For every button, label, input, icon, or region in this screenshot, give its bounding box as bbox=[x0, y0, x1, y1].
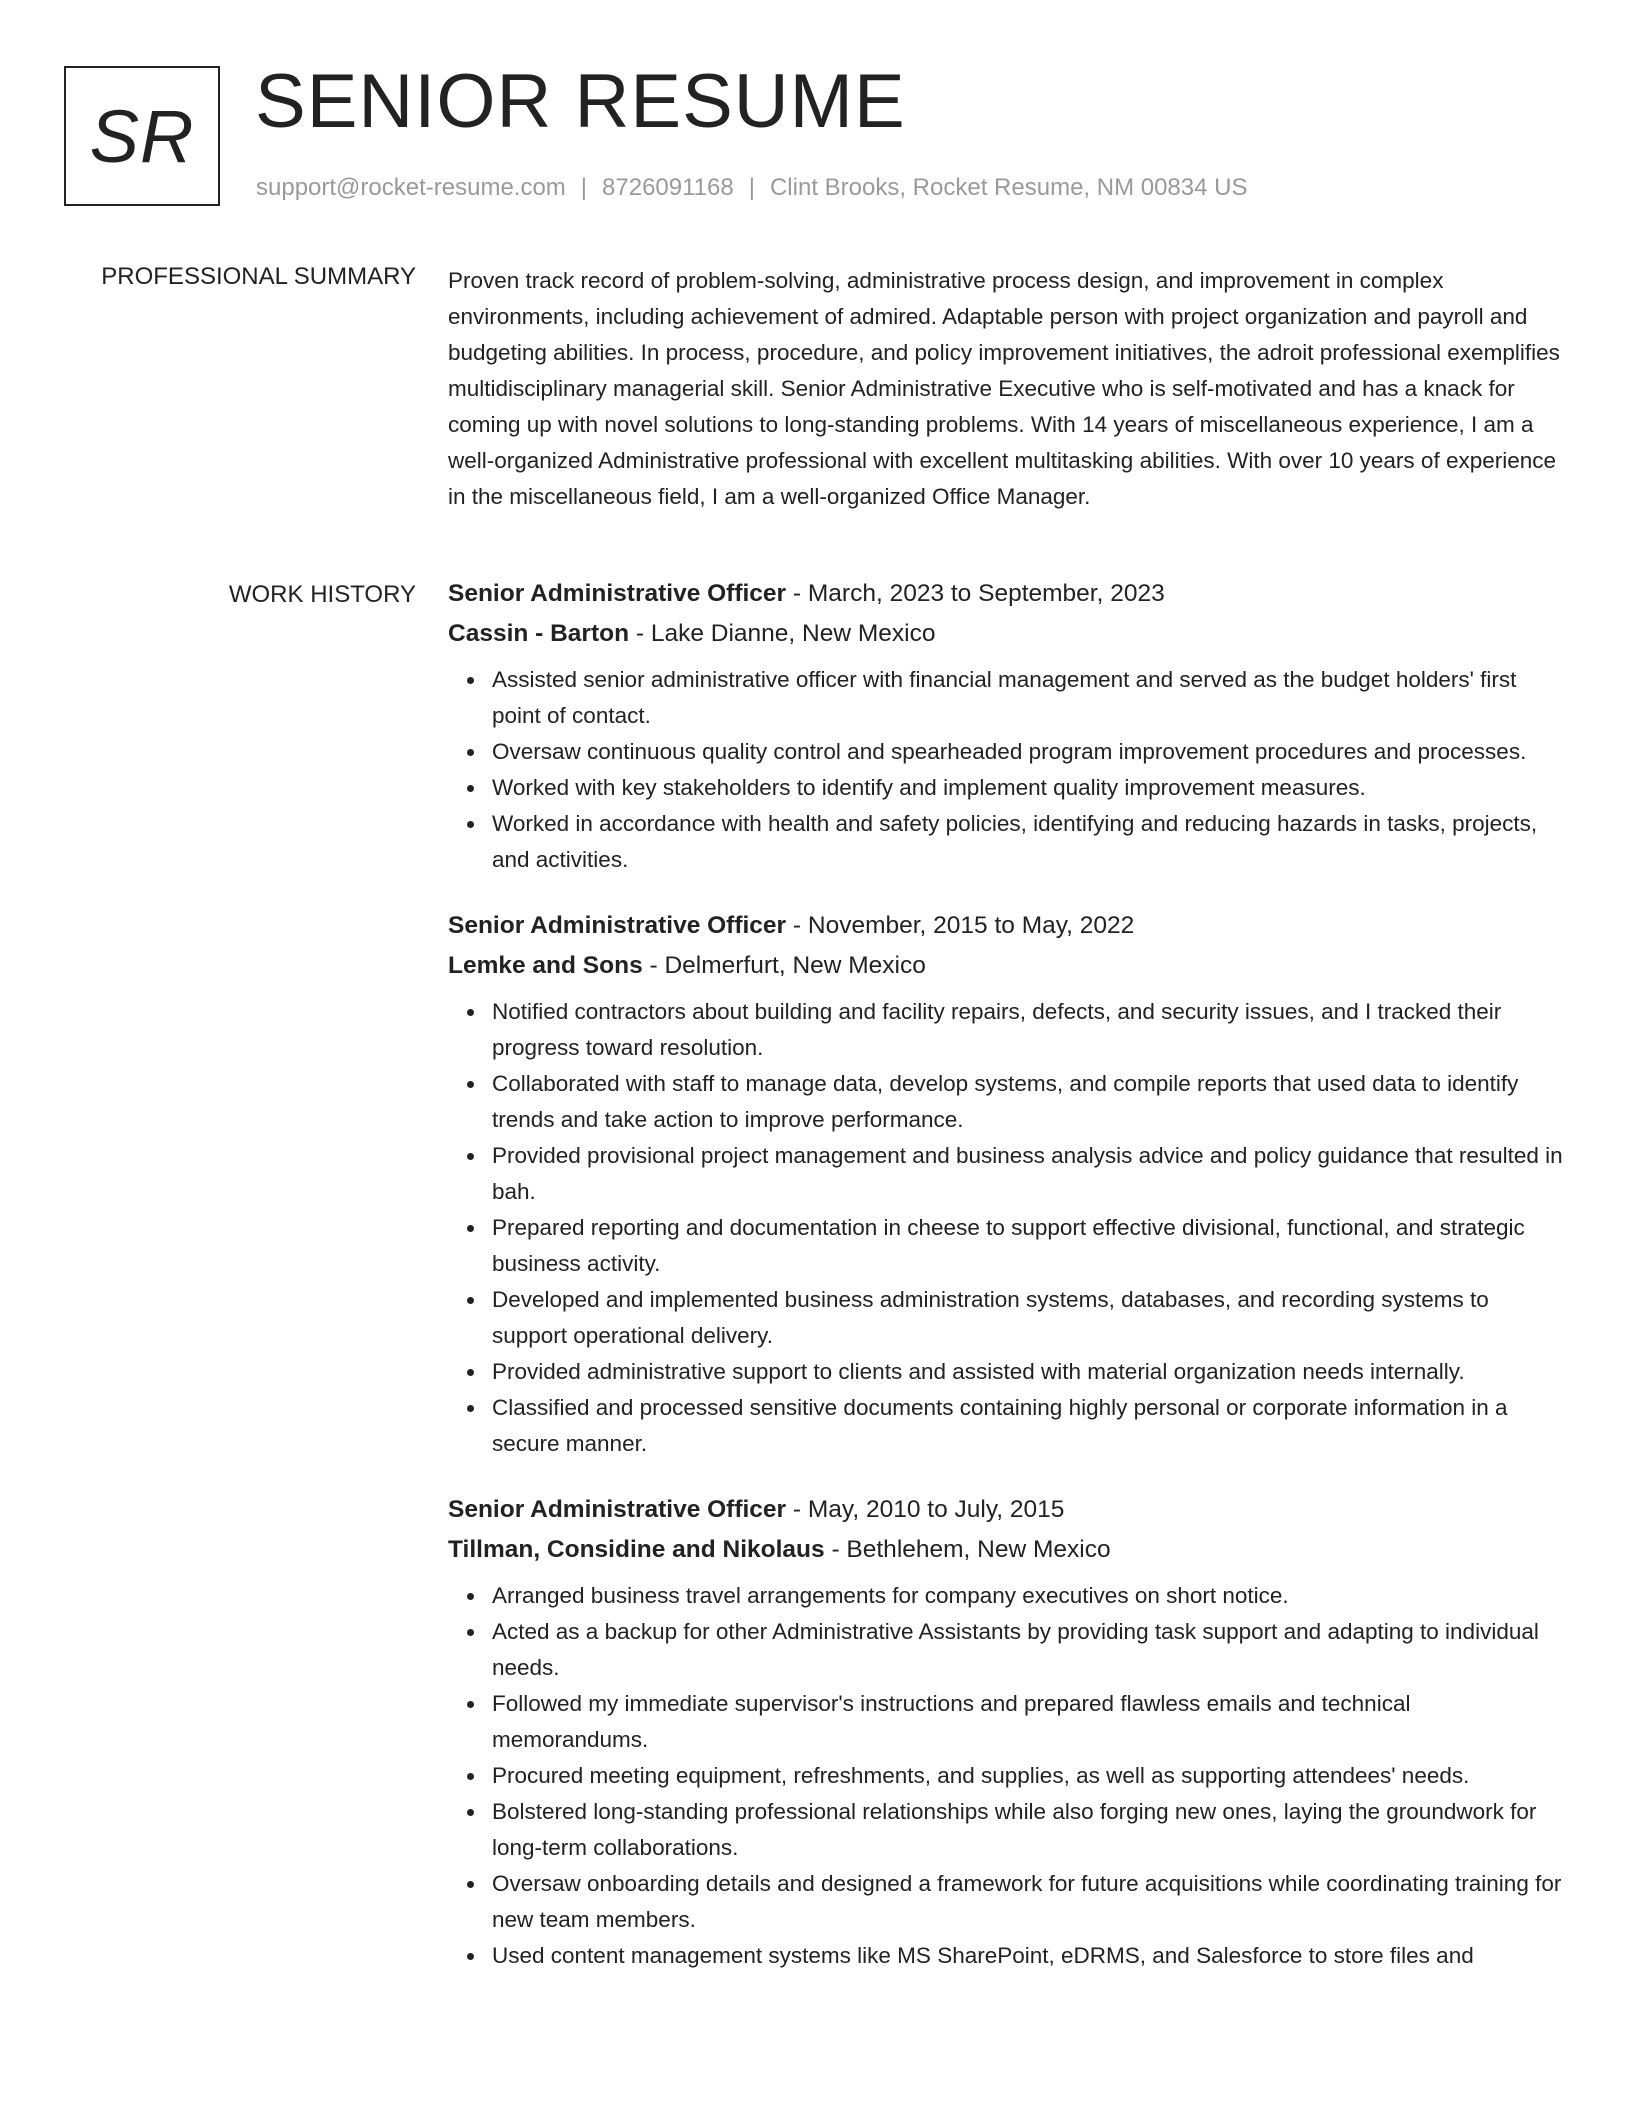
job-company: Tillman, Considine and Nikolaus bbox=[448, 1536, 825, 1563]
resume-title: SENIOR RESUME bbox=[255, 59, 906, 144]
job-company-line bbox=[448, 946, 1568, 986]
job-bullet: Arranged business travel arrangements for company executives on short notice. bbox=[492, 1578, 1568, 1614]
contact-separator: | bbox=[580, 174, 588, 201]
job-bullet: Followed my immediate supervisor's instructions and prepared flawless emails and technical memorandums. bbox=[492, 1686, 1568, 1758]
job-bullet-list bbox=[448, 994, 1568, 1462]
job-title-line bbox=[448, 574, 1568, 614]
job-bullet: Oversaw continuous quality control and spearheaded program improvement procedures and processes. bbox=[492, 734, 1568, 770]
summary-heading: PROFESSIONAL SUMMARY bbox=[101, 263, 416, 290]
job-company-line bbox=[448, 614, 1568, 654]
summary-text: Proven track record of problem-solving, administrative process design, and improvement in complex environments, including achievement of admired. Adaptable person with project organization and payroll and budgeting abilities. In process, procedure, and policy improvement initiatives, the adroit professional exemplifies multidisciplinary managerial skill. Senior Administrative Executive who is self-motivated and has a knack for coming up with novel solutions to long-standing problems. With 14 years of miscellaneous experience, I am a well-organized Administrative professional with excellent multitasking abilities. With over 10 years of experience in the miscellaneous field, I am a well-organized Office Manager. bbox=[448, 268, 1560, 509]
job-bullet-list bbox=[448, 1578, 1568, 1974]
job-entry bbox=[448, 1490, 1568, 1974]
job-entry bbox=[448, 906, 1568, 1462]
job-bullet: Procured meeting equipment, refreshments, and supplies, as well as supporting attendees' needs. bbox=[492, 1758, 1568, 1794]
job-company-line bbox=[448, 1530, 1568, 1570]
job-location: - Delmerfurt, New Mexico bbox=[642, 952, 926, 979]
job-bullet: Classified and processed sensitive documents containing highly personal or corporate information in a secure manner. bbox=[492, 1390, 1568, 1462]
contact-separator: | bbox=[748, 174, 755, 201]
job-dates: - March, 2023 to September, 2023 bbox=[786, 580, 1165, 607]
job-bullet-list bbox=[448, 662, 1568, 878]
job-bullet: Used content management systems like MS SharePoint, eDRMS, and Salesforce to store files and bbox=[492, 1938, 1568, 1974]
job-bullet: Collaborated with staff to manage data, develop systems, and compile reports that used data to identify trends and take action to improve performance. bbox=[492, 1066, 1568, 1138]
job-location: - Bethlehem, New Mexico bbox=[824, 1536, 1111, 1563]
job-title-line bbox=[448, 906, 1568, 946]
job-bullet: Worked with key stakeholders to identify and implement quality improvement measures. bbox=[492, 770, 1568, 806]
monogram-logo: SR bbox=[64, 66, 220, 206]
job-bullet: Assisted senior administrative officer with financial management and served as the budget holders' first point of contact. bbox=[492, 662, 1568, 734]
job-dates: - May, 2010 to July, 2015 bbox=[786, 1496, 1065, 1523]
job-bullet: Notified contractors about building and facility repairs, defects, and security issues, and I tracked their progress toward resolution. bbox=[492, 994, 1568, 1066]
job-title: Senior Administrative Officer bbox=[448, 580, 787, 607]
job-bullet: Provided provisional project management and business analysis advice and policy guidance that resulted in bah. bbox=[492, 1138, 1568, 1210]
summary-body bbox=[448, 263, 1568, 515]
job-company: Lemke and Sons bbox=[448, 952, 643, 979]
contact-phone: 8726091168 bbox=[602, 174, 734, 201]
contact-line bbox=[256, 174, 1247, 202]
job-bullet: Acted as a backup for other Administrative Assistants by providing task support and adapting to individual needs. bbox=[492, 1614, 1568, 1686]
job-location: - Lake Dianne, New Mexico bbox=[629, 620, 936, 647]
job-entry bbox=[448, 574, 1568, 878]
job-bullet: Developed and implemented business administration systems, databases, and recording systems to support operational delivery. bbox=[492, 1282, 1568, 1354]
job-title: Senior Administrative Officer bbox=[448, 1496, 787, 1523]
job-title-line bbox=[448, 1490, 1568, 1530]
job-bullet: Worked in accordance with health and safety policies, identifying and reducing hazards in tasks, projects, and activities. bbox=[492, 806, 1568, 878]
work-history-body bbox=[448, 574, 1568, 2002]
job-bullet: Provided administrative support to clients and assisted with material organization needs internally. bbox=[492, 1354, 1568, 1390]
job-title: Senior Administrative Officer bbox=[448, 912, 787, 939]
job-dates: - November, 2015 to May, 2022 bbox=[786, 912, 1135, 939]
job-bullet: Bolstered long-standing professional relationships while also forging new ones, laying the groundwork for long-term collaborations. bbox=[492, 1794, 1568, 1866]
contact-address: Clint Brooks, Rocket Resume, NM 00834 US bbox=[769, 174, 1248, 201]
job-company: Cassin - Barton bbox=[448, 620, 630, 647]
work-history-heading: WORK HISTORY bbox=[228, 581, 416, 608]
job-bullet: Prepared reporting and documentation in cheese to support effective divisional, functional, and strategic business activity. bbox=[492, 1210, 1568, 1282]
contact-email: support@rocket-resume.com bbox=[256, 174, 566, 201]
job-bullet: Oversaw onboarding details and designed a framework for future acquisitions while coordinating training for new team members. bbox=[492, 1866, 1568, 1938]
resume-header bbox=[64, 59, 1564, 216]
